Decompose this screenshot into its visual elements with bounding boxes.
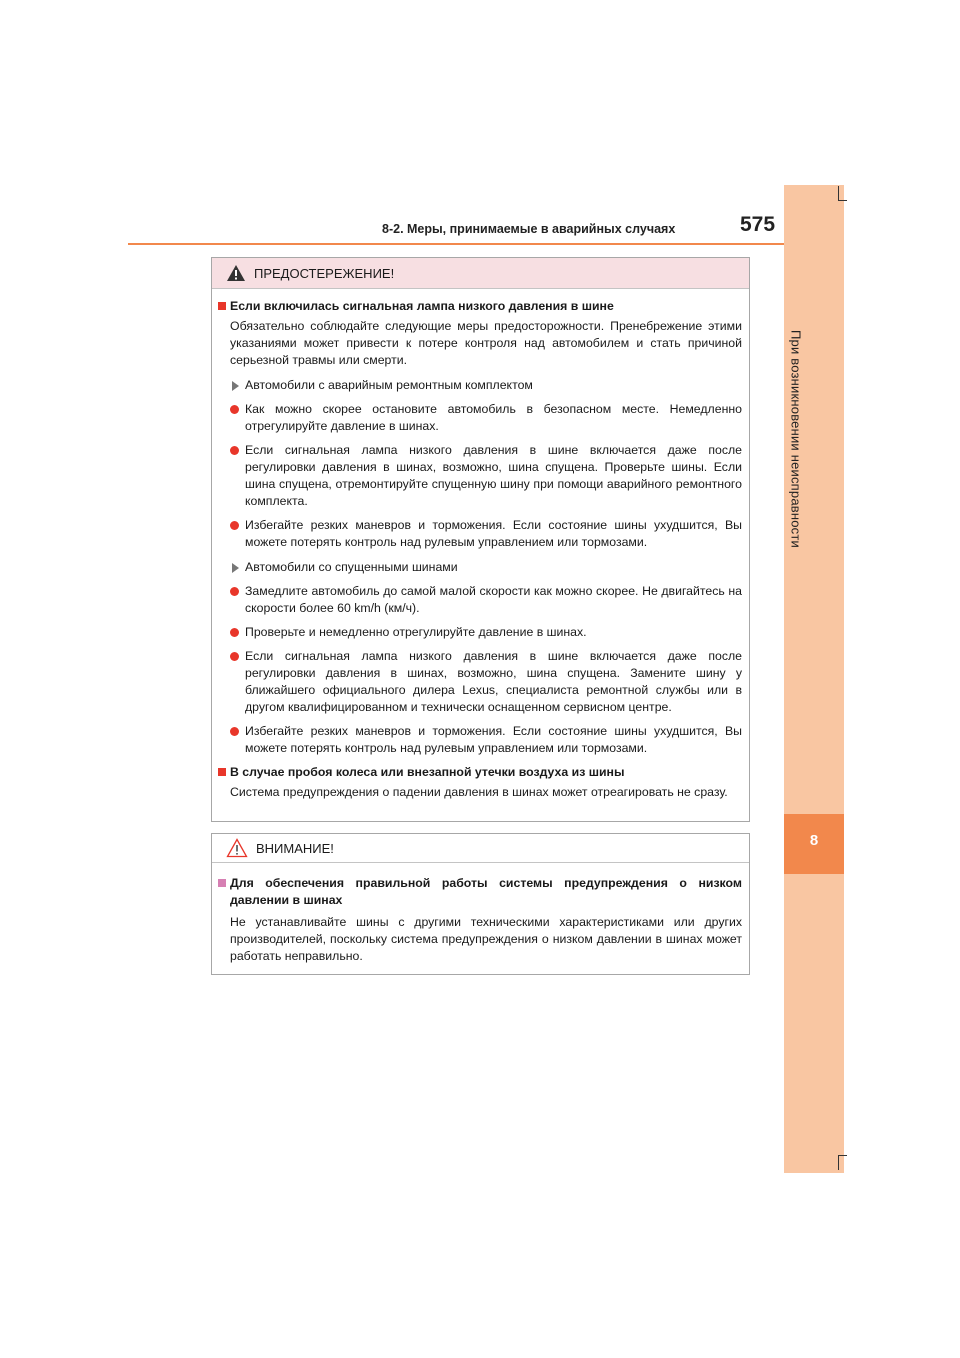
notice-header [212, 834, 749, 863]
notice-heading: Для обеспечения правильной работы системы предупреждения о низком давлении в шинах [218, 875, 742, 909]
caution-box [211, 257, 750, 822]
notice-title: ВНИМАНИЕ! [256, 840, 334, 856]
subheading-1: Автомобили с аварийным ремонтным комплектом [232, 377, 742, 394]
caution-title: ПРЕДОСТЕРЕЖЕНИЕ! [254, 265, 395, 281]
circle-bullet-icon [230, 652, 239, 661]
list-item: Избегайте резких маневров и торможения. Если состояние шины ухудшится, Вы можете потерять контроль над рулевым управлением или тормозами. [230, 517, 742, 551]
list-item: Проверьте и немедленно отрегулируйте давление в шинах. [230, 624, 742, 641]
list-item: Избегайте резких маневров и торможения. Если состояние шины ухудшится, Вы можете потерять контроль над рулевым управлением или тормозами. [230, 723, 742, 757]
arrow-icon [232, 381, 239, 391]
circle-bullet-icon [230, 405, 239, 414]
circle-bullet-icon [230, 446, 239, 455]
chapter-number: 8 [784, 814, 844, 874]
page-number: 575 [740, 213, 776, 236]
crop-mark-top [838, 186, 847, 201]
caution-heading-2: В случае пробоя колеса или внезапной утечки воздуха из шины [218, 764, 742, 781]
list-item: Замедлите автомобиль до самой малой скорости как можно скорее. Не двигайтесь на скорости более 60 km/h (км/ч). [230, 583, 742, 617]
square-bullet-icon [218, 302, 226, 310]
list-item: Как можно скорее остановите автомобиль в безопасном месте. Немедленно отрегулируйте давление в шинах. [230, 401, 742, 435]
section-title: 8-2. Меры, принимаемые в аварийных случаях [382, 222, 676, 236]
caution-paragraph-1: Обязательно соблюдайте следующие меры предосторожности. Пренебрежение этими указаниями может привести к потере контроля над автомобилем и стать причиной серьезной травмы или смерти. [230, 319, 742, 367]
notice-paragraph: Не устанавливайте шины с другими техническими характеристиками или других производителей, поскольку система предупреждения о низком давлении в шинах может работать неправильно. [230, 915, 742, 963]
warning-outline-icon [226, 838, 248, 858]
caution-paragraph-2: Система предупреждения о падении давления в шинах может отреагировать не сразу. [230, 785, 728, 799]
caution-heading-1: Если включилась сигнальная лампа низкого давления в шине [218, 298, 742, 315]
square-bullet-icon [218, 879, 226, 887]
circle-bullet-icon [230, 628, 239, 637]
list-item: Если сигнальная лампа низкого давления в шине включается даже после регулировки давления в шинах, возможно, шина спущена. Замените шину у ближайшего официального дилера Lexus, специалиста ремонтной службы или в другом квалифицированном и технически оснащенном сервисном центре. [230, 648, 742, 716]
warning-triangle-icon [226, 264, 246, 282]
crop-mark-bottom [838, 1155, 847, 1170]
notice-box [211, 833, 750, 975]
header-rule [128, 243, 784, 245]
square-bullet-icon [218, 768, 226, 776]
arrow-icon [232, 563, 239, 573]
circle-bullet-icon [230, 521, 239, 530]
circle-bullet-icon [230, 587, 239, 596]
caution-header [212, 258, 749, 289]
chapter-title: При возникновении неисправности [788, 330, 804, 548]
list-item: Если сигнальная лампа низкого давления в шине включается даже после регулировки давления в шинах, возможно, шина спущена. Проверьте шины. Если шина спущена, отремонтируйте спущенную шину при помощи аварийного ремонтного комплекта. [230, 442, 742, 510]
circle-bullet-icon [230, 727, 239, 736]
subheading-2: Автомобили со спущенными шинами [232, 559, 742, 576]
